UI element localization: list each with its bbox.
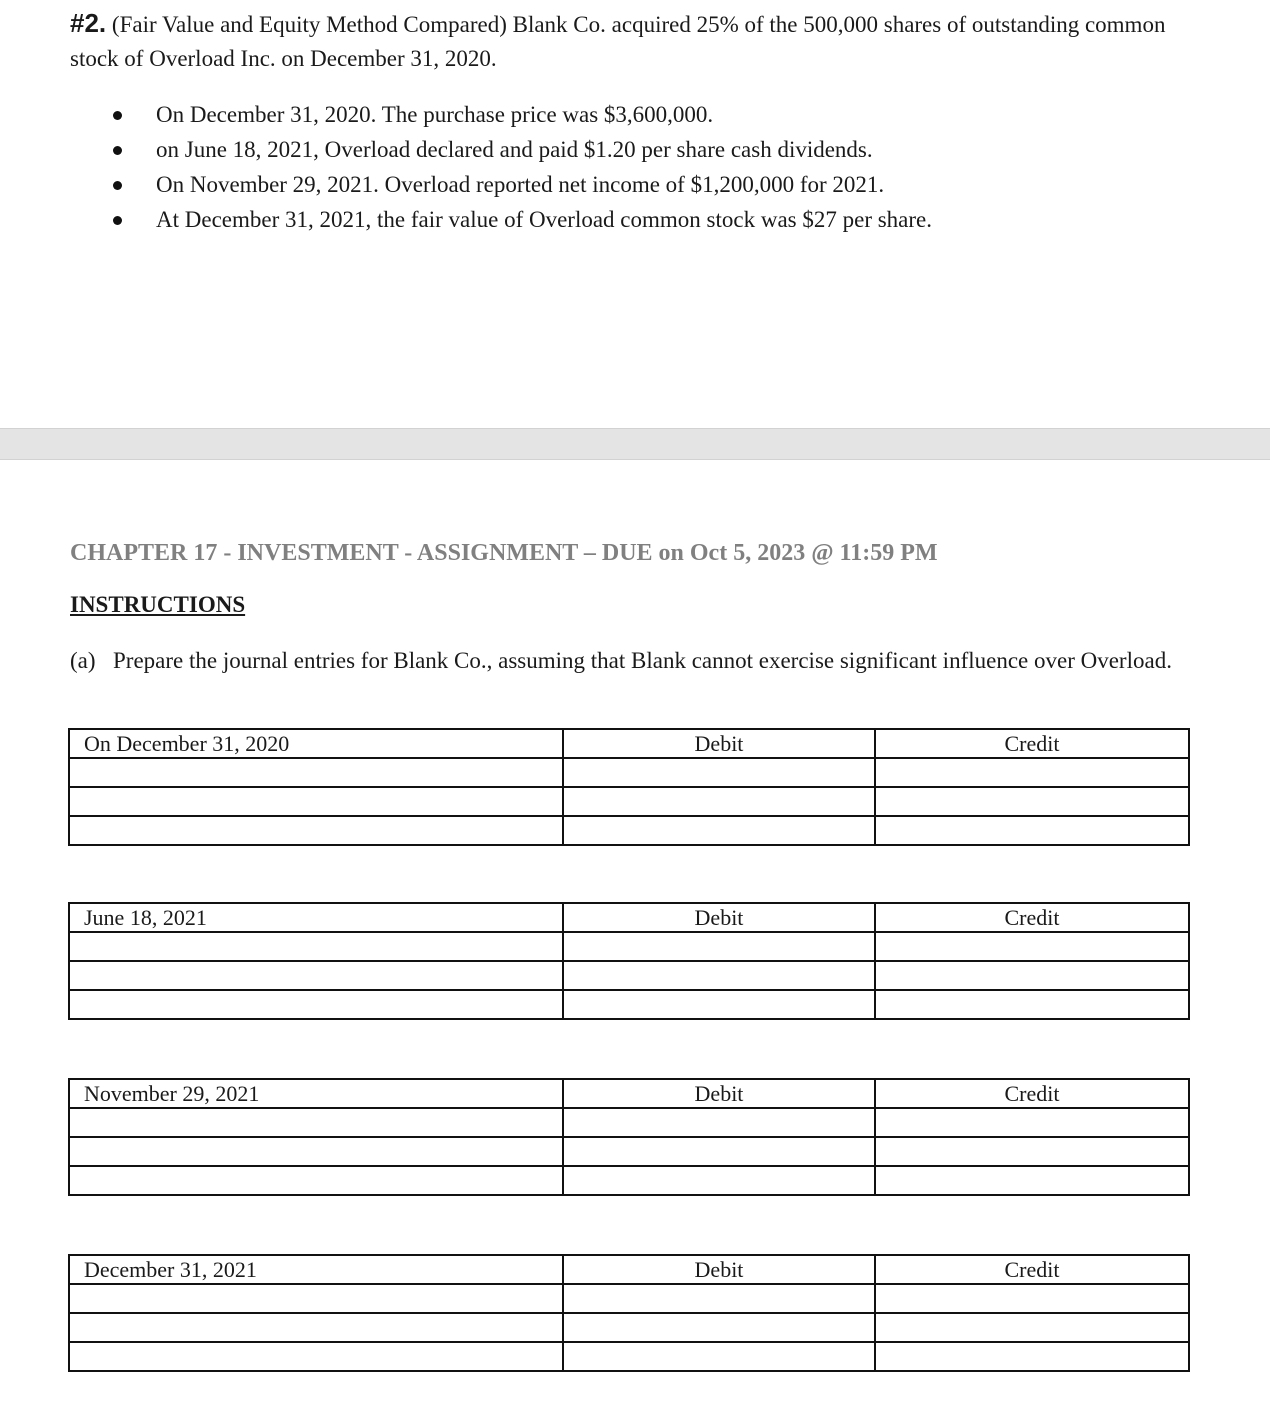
- page-break-divider: [0, 428, 1270, 460]
- debit-cell[interactable]: [563, 1313, 875, 1342]
- problem-text: (Fair Value and Equity Method Compared) Blank Co. acquired 25% of the 500,000 shares of outstanding common stock of Overload Inc. on December 31, 2020.: [70, 12, 1166, 71]
- part-a-prompt: [70, 645, 1190, 676]
- bullet-icon: [113, 181, 122, 190]
- credit-cell[interactable]: [875, 787, 1189, 816]
- table-header-row: [69, 729, 1189, 758]
- debit-cell[interactable]: [563, 1137, 875, 1166]
- date-header: November 29, 2021: [69, 1079, 563, 1108]
- table-row: [69, 990, 1189, 1019]
- list-item: On November 29, 2021. Overload reported net income of $1,200,000 for 2021.: [113, 167, 932, 202]
- account-cell[interactable]: [69, 961, 563, 990]
- table-row: [69, 816, 1189, 845]
- credit-cell[interactable]: [875, 1137, 1189, 1166]
- debit-cell[interactable]: [563, 1166, 875, 1195]
- debit-header: Debit: [563, 1255, 875, 1284]
- journal-table-nov-29-2021: [68, 1078, 1190, 1196]
- instructions-heading: INSTRUCTIONS: [70, 592, 246, 617]
- account-cell[interactable]: [69, 816, 563, 845]
- debit-cell[interactable]: [563, 787, 875, 816]
- debit-cell[interactable]: [563, 990, 875, 1019]
- journal-table-dec-31-2020: [68, 728, 1190, 846]
- debit-header: Debit: [563, 1079, 875, 1108]
- date-header: December 31, 2021: [69, 1255, 563, 1284]
- table-row: [69, 1284, 1189, 1313]
- account-cell[interactable]: [69, 990, 563, 1019]
- credit-cell[interactable]: [875, 961, 1189, 990]
- table-row: [69, 1313, 1189, 1342]
- account-cell[interactable]: [69, 758, 563, 787]
- table-row: [69, 787, 1189, 816]
- credit-header: Credit: [875, 1255, 1189, 1284]
- debit-cell[interactable]: [563, 758, 875, 787]
- problem-statement: [70, 6, 1200, 76]
- debit-header: Debit: [563, 729, 875, 758]
- account-cell[interactable]: [69, 1166, 563, 1195]
- table-row: [69, 758, 1189, 787]
- facts-list: [113, 97, 932, 237]
- debit-cell[interactable]: [563, 816, 875, 845]
- credit-cell[interactable]: [875, 1108, 1189, 1137]
- account-cell[interactable]: [69, 1313, 563, 1342]
- table-header-row: [69, 903, 1189, 932]
- chapter-title: CHAPTER 17 - INVESTMENT - ASSIGNMENT – DUE on Oct 5, 2023 @ 11:59 PM: [70, 540, 938, 566]
- credit-cell[interactable]: [875, 1342, 1189, 1371]
- debit-cell[interactable]: [563, 1108, 875, 1137]
- bullet-icon: [113, 111, 122, 120]
- credit-cell[interactable]: [875, 1313, 1189, 1342]
- table-header-row: [69, 1079, 1189, 1108]
- account-cell[interactable]: [69, 787, 563, 816]
- credit-cell[interactable]: [875, 758, 1189, 787]
- table-row: [69, 961, 1189, 990]
- debit-header: Debit: [563, 903, 875, 932]
- table-row: [69, 1137, 1189, 1166]
- credit-cell[interactable]: [875, 1284, 1189, 1313]
- credit-header: Credit: [875, 729, 1189, 758]
- list-item: At December 31, 2021, the fair value of Overload common stock was $27 per share.: [113, 202, 932, 237]
- debit-cell[interactable]: [563, 961, 875, 990]
- table-row: [69, 1108, 1189, 1137]
- credit-cell[interactable]: [875, 816, 1189, 845]
- journal-table-dec-31-2021: [68, 1254, 1190, 1372]
- account-cell[interactable]: [69, 1284, 563, 1313]
- problem-number: #2.: [70, 8, 107, 38]
- credit-header: Credit: [875, 903, 1189, 932]
- debit-cell[interactable]: [563, 932, 875, 961]
- table-row: [69, 1166, 1189, 1195]
- table-row: [69, 932, 1189, 961]
- debit-cell[interactable]: [563, 1342, 875, 1371]
- table-header-row: [69, 1255, 1189, 1284]
- credit-cell[interactable]: [875, 1166, 1189, 1195]
- list-item: on June 18, 2021, Overload declared and paid $1.20 per share cash dividends.: [113, 132, 932, 167]
- account-cell[interactable]: [69, 1342, 563, 1371]
- bullet-icon: [113, 146, 122, 155]
- account-cell[interactable]: [69, 932, 563, 961]
- date-header: On December 31, 2020: [69, 729, 563, 758]
- table-row: [69, 1342, 1189, 1371]
- part-a-label: (a): [70, 648, 96, 673]
- credit-cell[interactable]: [875, 990, 1189, 1019]
- credit-cell[interactable]: [875, 932, 1189, 961]
- journal-table-jun-18-2021: [68, 902, 1190, 1020]
- date-header: June 18, 2021: [69, 903, 563, 932]
- part-a-text: Prepare the journal entries for Blank Co., assuming that Blank cannot exercise significant influence over Overload.: [113, 648, 1172, 673]
- bullet-icon: [113, 216, 122, 225]
- account-cell[interactable]: [69, 1108, 563, 1137]
- account-cell[interactable]: [69, 1137, 563, 1166]
- debit-cell[interactable]: [563, 1284, 875, 1313]
- list-item: On December 31, 2020. The purchase price was $3,600,000.: [113, 97, 932, 132]
- credit-header: Credit: [875, 1079, 1189, 1108]
